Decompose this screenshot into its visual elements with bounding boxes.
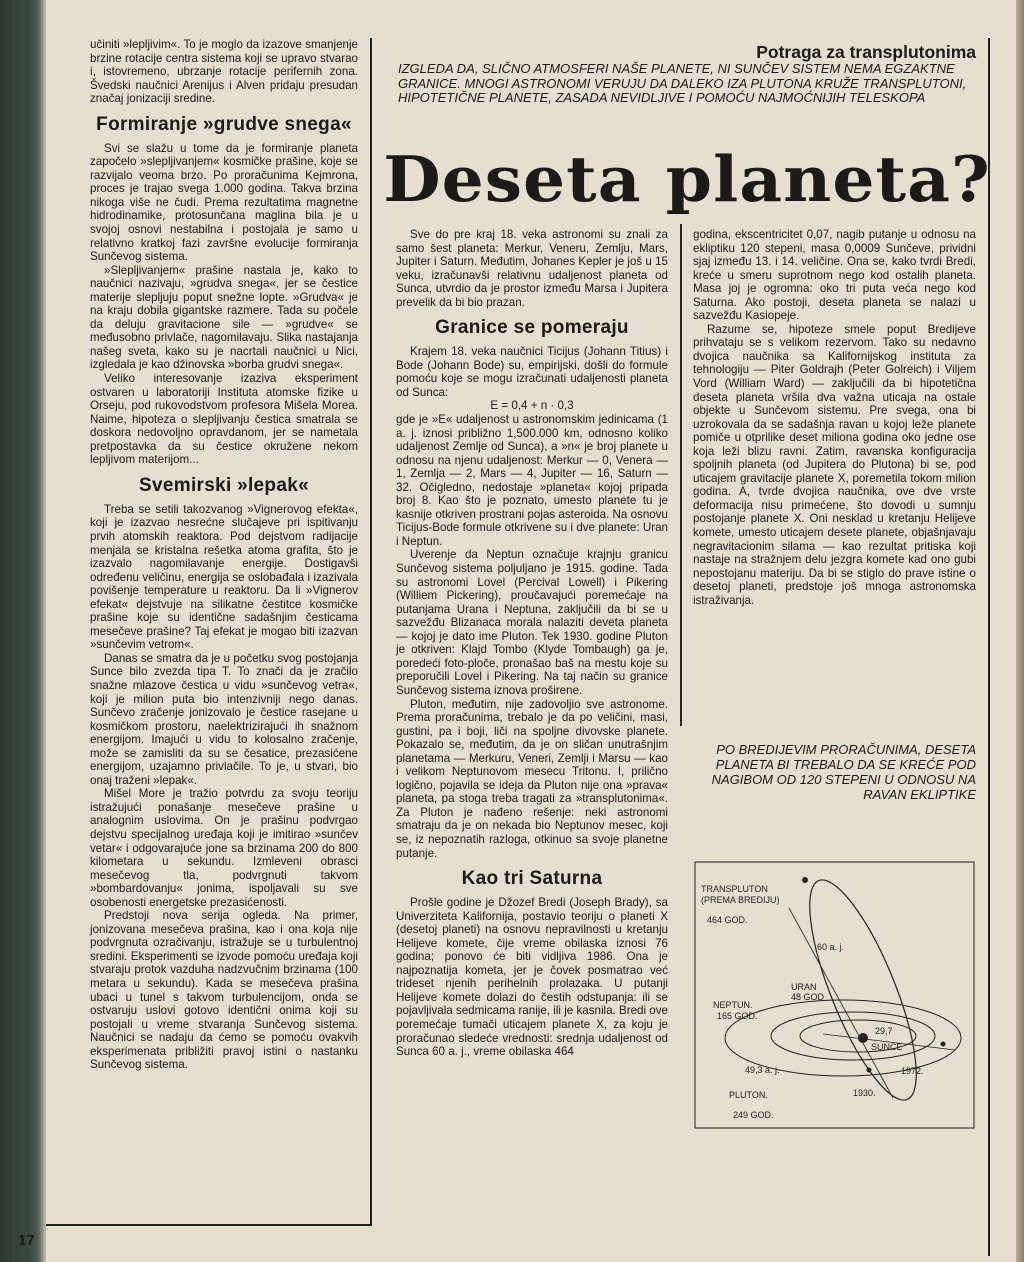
col1-para: Treba se setili takozvanog »Vignerovog efekta«, koji je izazvao nesrećne slučajeve pri ispitivanju prvih atomskih reaktora. Pod dejstvom radijacije menjala se kristalna rešetka atoma grafita, što je izazvalo nagomilavanje energije. Dostigavši određenu veličinu, energija se oslobađala i izazivala povišenje temperature u reaktoru. Da li »Vignerov efekat« dejstvuje na silikatne čestitce kosmičke prašine koje su identične sadašnjim česticama mesečeve prašine? Taj efekat je mogao biti izazvan »sunčevim vetrom«. (90, 502, 358, 652)
col1-para: »Slepljivanjem« prašine nastala je, kako to naučnici nazivaju, »grudva snega«, jer se čestice materije slepljuju poput snežne lopte. »Grudva« je na kraju dobila gigantske razmere. Tada su počele da deluju gravitacione sile — »grudve« se međusobno privlače, nagomilavaju. Slika nastajanja našeg sveta, kako su je nacrtali naučnici u Nici, izgledala je kao džinovska »borba grudvi snega«. (90, 263, 358, 372)
subheading-granice: Granice se pomeraju (435, 317, 629, 339)
neptun-label: NEPTUN. (713, 1000, 753, 1010)
col3-para: godina, ekscentricitet 0,07, nagib putanje u odnosu na ekliptiku 120 stepeni, masa 0,0009 Sunčeve, prividni sjaj između 13. i 14. veličine. Ona se, kako tvrdi Bredi, kreće u smeru suprotnom nego kod ostalih planeta. Masa joj je ogromna: oko tri puta veća nego kod Saturna. Ako postoji, deseta planeta se nalazi u sazvežđu Kasiopeje. (693, 228, 976, 323)
col2-para: Sve do pre kraj 18. veka astronomi su znali za samo šest planeta: Merkur, Veneru, Zemlju, Mars, Jupiter i Saturn. Međutim, Johanes Kepler je još u 15 veku, izračunavši relativnu udaljenost planeta od Sunca, utvrdio da je prostor između Marsa i Jupitera prevelik da bi bio prazan. (396, 228, 668, 309)
orbit-diagram (693, 860, 976, 1130)
col2-para: Pluton, međutim, nije zadovoljio sve astronome. Prema proračunima, trebalo je da po veličini, masi, gustini, pa i boji, liči na spoljne divovske planete. Pokazalo se, međutim, da je on sličan unutrašnjim planetama — Merkuru, Veneri, Zemlji i Marsu — kao i velikom Neptunovom mesecu Tritonu. I, prilično logično, pojavila se ideja da Pluton nije ona »prava« planeta, pa stoga treba tragati za »transplutonima«. Za Pluton je nađeno rešenje: neki astronomi smatraju da je on nekada bio Neptunov mesec, koji se, iz nepoznatih razloga, otkinuo sa svoje planetne putanje. (396, 697, 668, 860)
page-edge (1016, 0, 1024, 1262)
neptun-period: 165 GOD. (717, 1011, 758, 1021)
transpluton-label: TRANSPLUTON (701, 884, 768, 894)
pluton-period: 249 GOD. (733, 1110, 774, 1120)
formula: E = 0,4 + n · 0,3 (490, 399, 574, 413)
column-rule-left (370, 38, 372, 1226)
col1-para: Svi se slažu u tome da je formiranje planeta započelo »slepljivanjem« kosmičke prašine, koje se razvijalo veoma brzo. Po proračunima Kejmrona, proces je trajao svega 1.000 godina. Takva brzina nikoga više ne čudi. Prema rezultatima magnetne hidrodinamike, protosunčana maglina bila je u svojoj osnovi nestabilna i postojala je samo u relativno kratkoj fazi završne evolucije formiranja Sunčevog sistema. (90, 141, 358, 264)
pluton-label: PLUTON. (729, 1090, 768, 1100)
column-3 (693, 228, 976, 607)
page-number: 17 (18, 1232, 35, 1249)
pluton-1930-marker (867, 1068, 872, 1073)
subheading-lepak: Svemirski »lepak« (139, 474, 309, 496)
bottom-rule (46, 1224, 370, 1226)
column-rule-middle (680, 224, 682, 726)
axis-line (789, 908, 893, 1098)
column-2 (396, 228, 668, 1059)
col1-para: Mišel More je tražio potvrdu za svoju teoriju istražujući ponašanje mesečeve prašine u analognim uslovima. On je prašinu podvrgao dejstvu specijalnog uređaja koji je imitirao »sunčev vetar« i odgovarajuće jone sa brzinama 200 do 800 kilometara u sekundu. Izmleveni obrasci mesečevog tla, podvrgnuti takvom »bombardovanju« jonima, ispoljavali su sve osobenosti energetske prezasićenosti. (90, 787, 358, 909)
pluton-1972-marker (941, 1042, 946, 1047)
col1-para: Veliko interesovanje izaziva eksperiment ostvaren u laboratoriji Instituta atomske fizike u Orseju, pod rukovodstvom profesora Mišela Morea. Naime, hipoteza o slepljivanju čestica smatrala se doskora nedovoljno opravdanom, jer se nametala pretpostavka da su čestice okružene nekom lepljivom materijom... (90, 372, 358, 467)
deck: IZGLEDA DA, SLIČNO ATMOSFERI NAŠE PLANETE, NI SUNČEV SISTEM NEMA EGZAKTNE GRANICE. MNOGI ASTRONOMI VERUJU DA DALEKO IZA PLUTONA KRUŽE TRANSPLUTONI, HIPOTETIČNE PLANETE, ZASADA NEVIDLJIVE I POMOĆU NAJMOĆNIJIH TELESKOPA (398, 61, 967, 106)
col2-para: gde je »E« udaljenost u astronomskim jedinicama (1 a. j. iznosi približno 1,500.000 km, odnosno koliko udaljenost Zemlje od Sunca), a »n« je broj planete u odnosu na njenu udaljenost: Merkur — 0, Venera — 1, Zemlja — 2, Mars — 4, Jupiter — 16, Saturn — 32. Očigledno, nedostaje »planeta« kojoj pripada broj 8. Kao što je poznato, umesto planete tu je kasnije otkriven prostrani pojas asteroida. Na osnovu Ticijus-Bode formule otkrivene su i dve planete: Uran i Neptun. (396, 413, 668, 548)
transpluton-marker (802, 877, 808, 883)
col3-para: Razume se, hipoteze smele poput Bredijeve prihvataju se s velikom rezervom. Tako su nedavno dvojica naučnika sa Kalifornijskog instituta za tehnologiju — Piter Goldrajh (Peter Golreich) i Viljem Vord (William Ward) — zaključili da bi hipotetična deseta planeta vršila dva važna uticaja na ostale objekte u Sunčevom sistemu. Pre svega, ona bi uzrokovala da se sadašnja ravan u kojoj leže planete pomiče u otprilike deset miliona godina oko jedne ose koja leži blizu ravni. Zatim, ravanska konfiguracija spoljnih planeta (od Jupitera do Plutona) bi se, pod uticajem gravitacije planete X, poremetila tokom milion godina. A, tvrde dvojica naučnika, ove dve vrste deformacija nisu primećene, što dovodi u sumnju postojanje planete X. Oni nesklad u kretanju Helijeve komete, umesto uticajem desete planete, objašnjavaju negravitacionim silama — kao rezultat pritiska koji nastaje na stražnjem delu jezgra komete kad ono gubi nepostojanu materiju. Da bi se stiglo do prave istine o desetoj planeti, predstoje još mnoga astronomska istraživanja. (693, 322, 976, 607)
transpluton-period: 464 GOD. (707, 915, 748, 925)
book-binding (0, 0, 46, 1262)
angle-label: 29,7 (875, 1026, 893, 1036)
col1-para: učiniti »lepljivim«. To je moglo da izazove smanjenje brzine rotacije centra sistema koji se upravo stvarao i, istovremeno, ubrzanje rotacije perifernih zona. Švedski naučnici Arenijus i Alven pridaju presudan značaj jonizaciji sredine. (90, 38, 358, 106)
col1-para: Danas se smatra da je u početku svog postojanja Sunce bilo zvezda tipa T. To znači da je zračilo snažne mlazove čestica u vidu »sunčevog vetra«, koji je milion puta bio intenzivniji nego danas. Sunčevo zračenje jonizovalo je čestice rasejane u kosmičkom prostoru, naelektrizirajući ih snažnom energijom. Imajući u vidu to kolosalno zračenje, može se zamisliti da su se česatice, prezasićene energijom, uzajamno privlačile. To je, u stvari, bio onaj traženi »lepak«. (90, 651, 358, 787)
col1-para: Predstoji nova serija ogleda. Na primer, jonizovana mesečeva prašina, kao i ona koja nije podvrgnuta ozračivanju, istražuje se u turbulentnoj sredini. Eksperimenti se izvode pomoću uređaja koji stvaraju protok vazduha nadzvučnim brzinama (100 metara u sekundu). Kada se mesečeva prašina ubaci u tunel s takvom turbulencijom, onda se ostvaruju uslovi gotovo identični onima koji su postojali u vreme stvaranja Sunčevog sistema. Naučnici se nadaju da ćemo se pomoću ovakvih eksperimenata približiti pravoj istini o nastanku Sunčevog sistema. (90, 909, 358, 1072)
subheading-saturna: Kao tri Saturna (461, 868, 603, 890)
subheading-grudve: Formiranje »grudve snega« (96, 113, 352, 135)
year-1972-label: 1972. (901, 1066, 924, 1076)
pluton-distance: 49,3 a. j. (745, 1065, 780, 1075)
neptun-orbit (771, 1012, 935, 1060)
col2-para: Uverenje da Neptun označuje krajnju granicu Sunčevog sistema poljuljano je 1915. godine. Tada su astronomi Lovel (Percival Lowell) i Pikering (Williem Pickering), proučavajući poremećaje na putanjama Urana i Neptuna, zaključili da bi se u sazvežđu Blizanaca morala nalaziti deveta planeta — kojoj je dato ime Pluton. Tek 1930. godine Pluton je otkriven: Klajd Tombo (Klyde Tombaugh) ga je, poredeći foto-ploče, pronašao baš na mestu koje su preporučili Lovel i Pikering. Na taj način su granice Sunčevog sistema iznova proširene. (396, 548, 668, 697)
transpluton-label: (PREMA BREDIJU) (701, 895, 780, 905)
uran-period: 48 GOD (791, 992, 825, 1002)
column-rule-right (988, 38, 990, 1256)
figure-caption: PO BREDIJEVIM PRORAČUNIMA, DESETA PLANETA BI TREBALO DA SE KREĆE POD NAGIBOM OD 120 STEPENI U ODNOSU NA RAVAN EKLIPTIKE (711, 742, 976, 802)
col2-para: Prošle godine je Džozef Bredi (Joseph Brady), sa Univerziteta Kalifornija, postavio teoriju o planeti X (desetoj planeti) na osnovu nepravilnosti u kretanju Helijeve komete, čije vreme obilaska iznosi 76 godina; ponovo će biti vidljiva 1986. Ona je najpoznatija kometa, jer je čovek posmatrao već trideset njenih perihelnih prolazaka. U putanji Helijeve komete dolazi do čestih odstupanja: ili se pojavljivala sedmicama ranije, ili je kasnila. Bredi ove poremećaje tumači uticajem planete X, za koju je proračunao sledeće vrednosti: srednja udaljenost od Sunca 60 a. j., vreme obilaska 464 (396, 896, 668, 1059)
kicker: Potraga za transplutonima (756, 42, 976, 62)
column-1 (90, 38, 358, 1072)
col2-para: Krajem 18. veka naučnici Ticijus (Johann Titius) i Bode (Johann Bode) su, empirijski, došli do formule pomoću koje se mogu izračunati udaljenosti planeta od Sunca: (396, 345, 668, 399)
uran-label: URAN (791, 982, 817, 992)
sun-label: SUNCE (871, 1042, 903, 1052)
year-1930-label: 1930. (853, 1088, 876, 1098)
sun-marker (858, 1033, 868, 1043)
headline: Deseta planeta? (383, 142, 991, 216)
transpluton-distance: 60 a. j. (817, 942, 845, 952)
